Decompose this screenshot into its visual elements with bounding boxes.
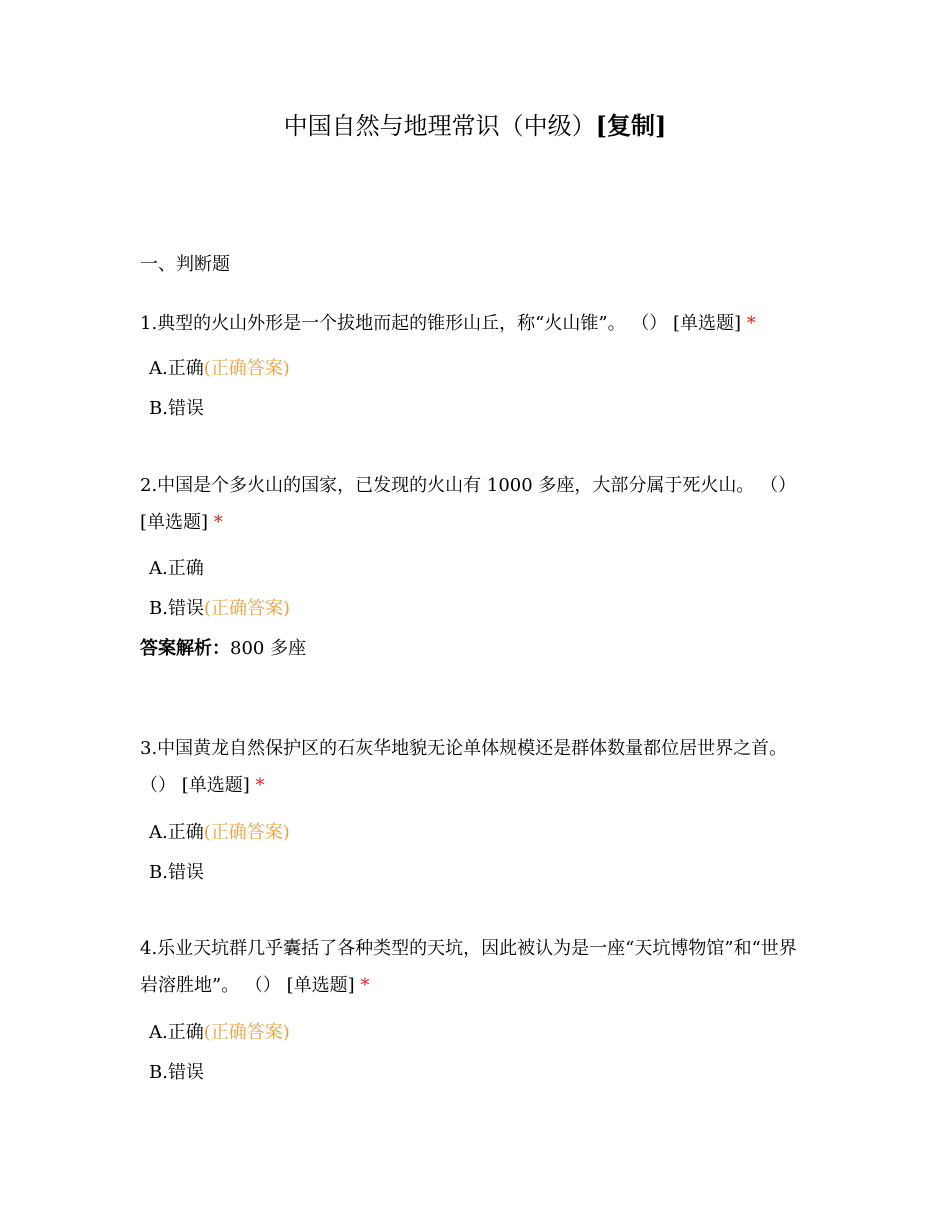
question-3-option-a[interactable] (149, 820, 290, 846)
question-1-option-a[interactable] (149, 356, 290, 382)
option-label: B.错误 (149, 398, 204, 419)
question-1 (140, 305, 800, 342)
question-2 (140, 467, 800, 541)
required-mark: * (360, 975, 370, 996)
analysis-text: 800 多座 (230, 638, 307, 659)
question-3 (140, 730, 800, 804)
question-2-option-b[interactable] (149, 596, 290, 622)
page-title (0, 110, 950, 142)
question-4 (140, 930, 800, 1004)
required-mark: * (213, 512, 223, 533)
required-mark: * (746, 313, 756, 334)
section-heading: 一、判断题 (140, 254, 230, 275)
correct-answer-tag: (正确答案) (203, 598, 290, 619)
analysis-label: 答案解析： (140, 638, 230, 659)
option-label: B.错误 (149, 862, 204, 883)
question-4-option-a[interactable] (149, 1020, 290, 1046)
question-text: 3.中国黄龙自然保护区的石灰华地貌无论单体规模还是群体数量都位居世界之首。 （） [单选题] (140, 738, 788, 796)
option-label: A.正确 (149, 558, 204, 579)
answer-analysis (140, 636, 306, 662)
question-3-option-b[interactable] (149, 860, 204, 886)
question-1-option-b[interactable] (149, 396, 204, 422)
required-mark: * (255, 775, 265, 796)
option-label: A.正确 (149, 1022, 204, 1043)
title-copy-tag: [复制] (595, 111, 667, 140)
question-4-option-b[interactable] (149, 1060, 204, 1086)
question-text: 4.乐业天坑群几乎囊括了各种类型的天坑，因此被认为是一座“天坑博物馆”和“世界岩溶胜地”。 （） [单选题] (140, 938, 797, 996)
question-text: 1.典型的火山外形是一个拔地而起的锥形山丘，称“火山锥”。 （） [单选题] (140, 313, 747, 334)
correct-answer-tag: (正确答案) (203, 358, 290, 379)
correct-answer-tag: (正确答案) (203, 822, 290, 843)
question-2-option-a[interactable] (149, 556, 204, 582)
title-text: 中国自然与地理常识（中级） (283, 112, 596, 140)
question-text: 2.中国是个多火山的国家，已发现的火山有 1000 多座，大部分属于死火山。 （） [单选题] (140, 475, 797, 533)
option-label: B.错误 (149, 1062, 204, 1083)
correct-answer-tag: (正确答案) (203, 1022, 290, 1043)
option-label: B.错误 (149, 598, 204, 619)
option-label: A.正确 (149, 358, 204, 379)
option-label: A.正确 (149, 822, 204, 843)
